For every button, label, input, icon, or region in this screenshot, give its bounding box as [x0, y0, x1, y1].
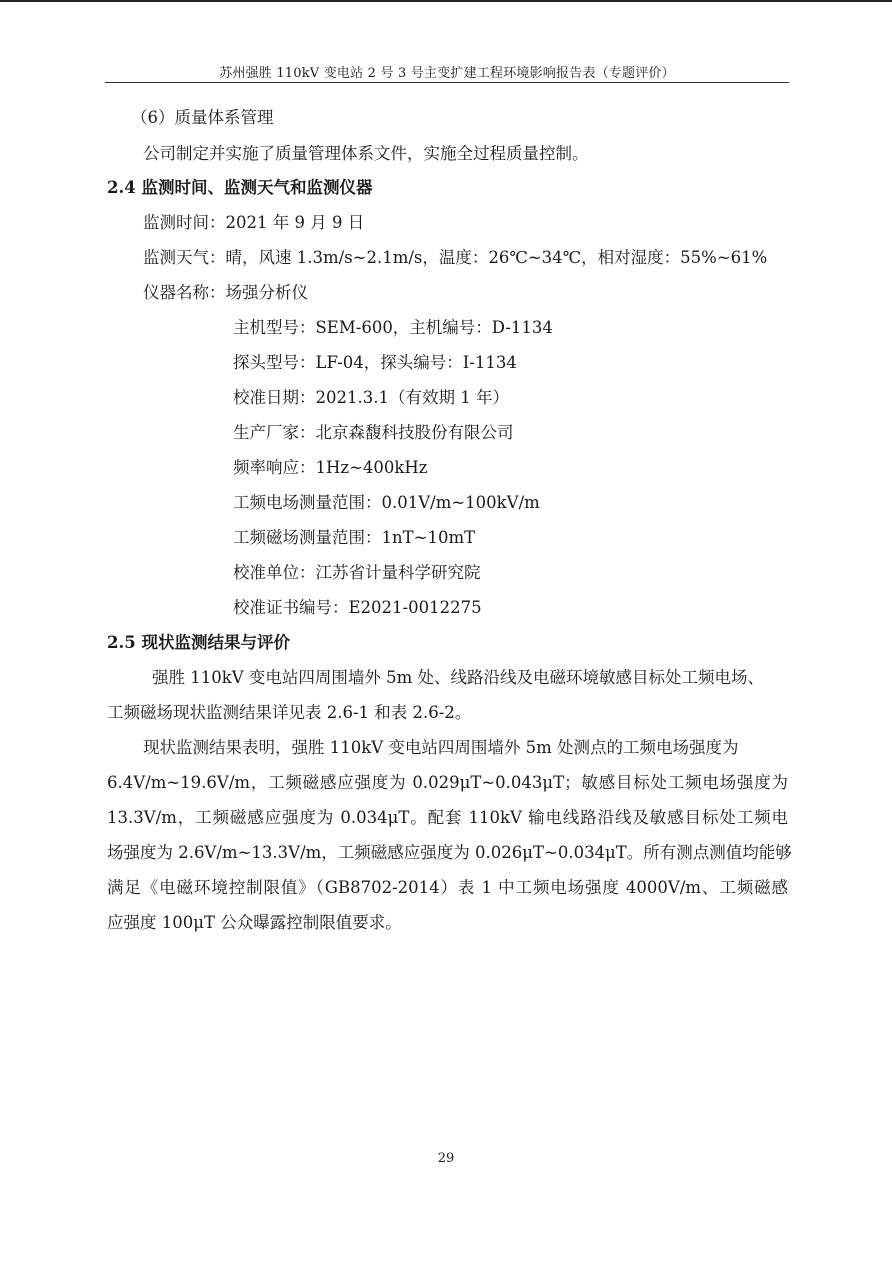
instrument-detail: 频率响应：1Hz~400kHz [233, 458, 428, 477]
instrument-name: 仪器名称：场强分析仪 [143, 283, 308, 302]
instrument-detail: 校准证书编号：E2021-0012275 [233, 598, 482, 617]
instrument-detail: 工频磁场测量范围：1nT~10mT [233, 528, 476, 547]
paragraph-2-line: 应强度 100μT 公众曝露控制限值要求。 [107, 913, 402, 932]
paragraph-2-line: 现状监测结果表明，强胜 110kV 变电站四周围墙外 5m 处测点的工频电场强度为 [143, 738, 739, 757]
instrument-detail: 主机型号：SEM-600，主机编号：D-1134 [233, 318, 553, 337]
monitor-time: 监测时间：2021 年 9 月 9 日 [143, 213, 365, 232]
instrument-detail: 校准单位：江苏省计量科学研究院 [233, 563, 481, 582]
paragraph-2-line: 场强度为 2.6V/m~13.3V/m，工频磁感应强度为 0.026μT~0.034μT。所有测点测值均能够 [107, 843, 792, 862]
paragraph-1-line: 工频磁场现状监测结果详见表 2.6-1 和表 2.6-2。 [107, 703, 472, 722]
paragraph-2-line: 满足《电磁环境控制限值》（GB8702-2014）表 1 中工频电场强度 4000V/m、工频磁感 [107, 878, 788, 897]
instrument-detail: 校准日期：2021.3.1（有效期 1 年） [233, 388, 509, 407]
item6-title: （6）质量体系管理 [131, 108, 274, 127]
paragraph-2-line: 13.3V/m，工频磁感应强度为 0.034μT。配套 110kV 输电线路沿线及敏感目标处工频电 [107, 808, 788, 827]
header-rule [105, 82, 789, 83]
running-header: 苏州强胜 110kV 变电站 2 号 3 号主变扩建工程环境影响报告表（专题评价） [219, 66, 675, 81]
paragraph-1-line: 强胜 110kV 变电站四周围墙外 5m 处、线路沿线及电磁环境敏感目标处工频电场、 [152, 668, 765, 687]
instrument-detail: 工频电场测量范围：0.01V/m~100kV/m [233, 493, 540, 512]
page-number: 29 [437, 1151, 455, 1166]
monitor-weather: 监测天气：晴，风速 1.3m/s~2.1m/s，温度：26℃~34℃，相对湿度：55%~61% [143, 248, 768, 267]
item6-body: 公司制定并实施了质量管理体系文件，实施全过程质量控制。 [143, 144, 589, 163]
section-2-4-title: 2.4 监测时间、监测天气和监测仪器 [107, 178, 373, 197]
instrument-detail: 生产厂家：北京森馥科技股份有限公司 [233, 423, 514, 442]
instrument-detail: 探头型号：LF-04，探头编号：I-1134 [233, 353, 517, 372]
paragraph-2-line: 6.4V/m~19.6V/m，工频磁感应强度为 0.029μT~0.043μT；敏感目标处工频电场强度为 [107, 773, 788, 792]
section-2-5-title: 2.5 现状监测结果与评价 [107, 633, 290, 652]
top-border [0, 0, 892, 2]
